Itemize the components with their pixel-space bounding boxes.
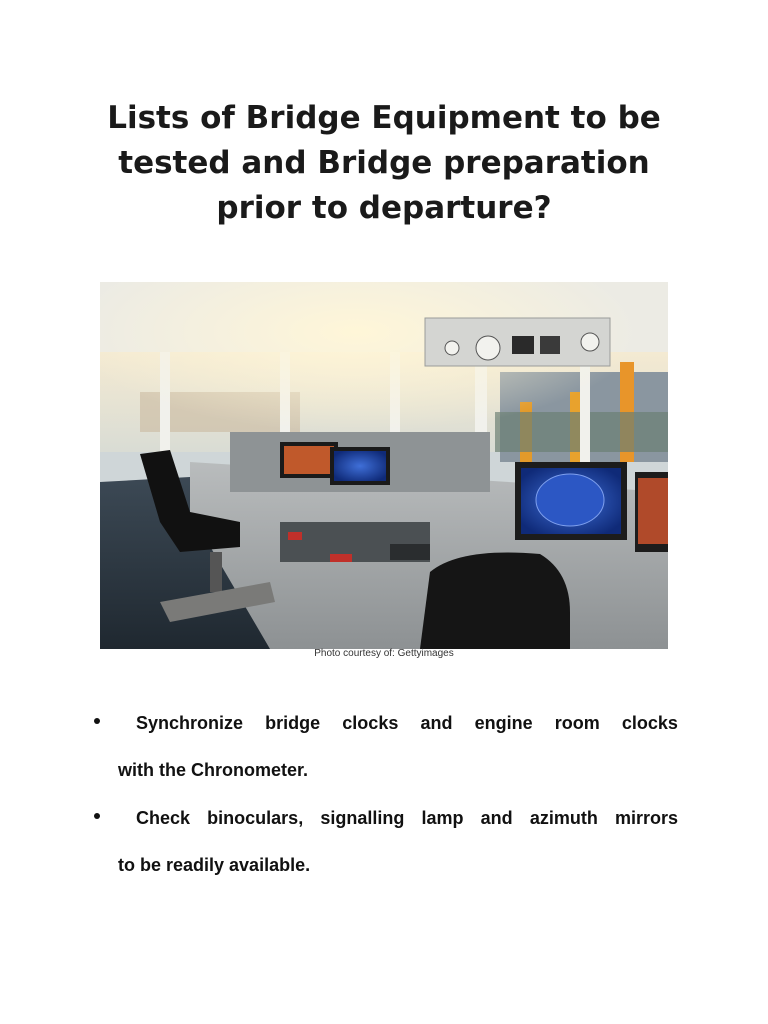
title-line-2: tested and Bridge preparation xyxy=(118,145,650,181)
page-title xyxy=(80,96,688,231)
title-line-1: Lists of Bridge Equipment to be xyxy=(107,100,661,136)
photo-caption: Photo courtesy of: Gettyimages xyxy=(314,648,454,659)
list-item-line-2: with the Chronometer. xyxy=(118,760,309,780)
bullet-dot-icon xyxy=(94,813,100,819)
list-item-line-1: Synchronize bridge clocks and engine room clocks xyxy=(136,713,678,733)
bullet-dot-icon xyxy=(94,718,100,724)
list-item-line-1: Check binoculars, signalling lamp and azimuth mirrors xyxy=(136,808,678,828)
title-line-3: prior to departure? xyxy=(216,190,552,226)
ship-bridge-photo xyxy=(100,282,668,649)
list-item-line-2: to be readily available. xyxy=(118,855,311,875)
